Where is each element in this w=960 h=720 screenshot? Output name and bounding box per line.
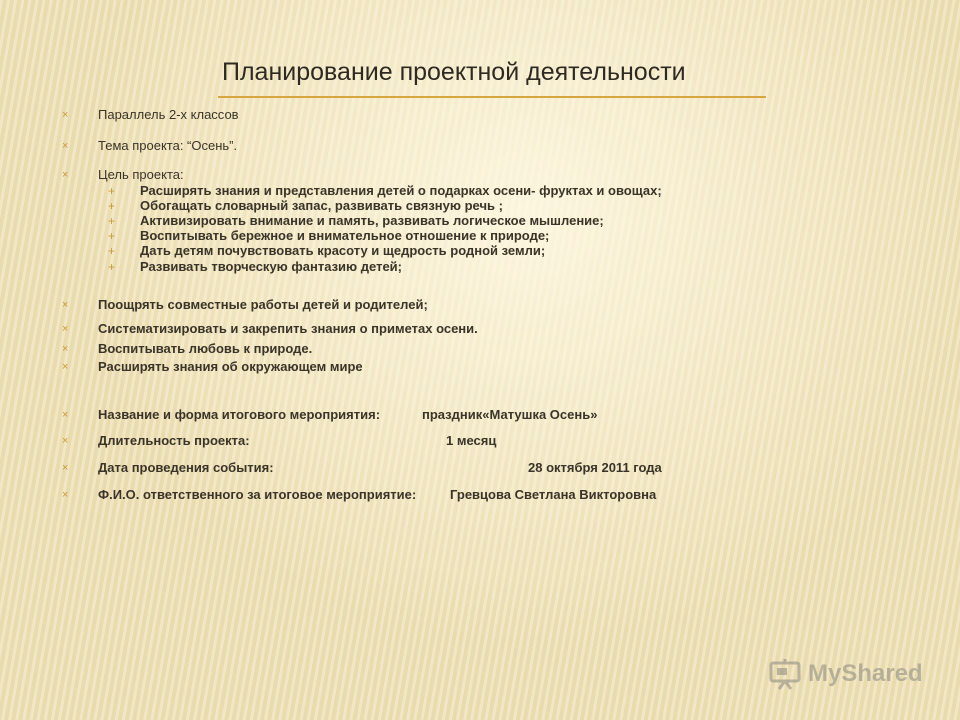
goal-sub-text: Развивать творческую фантазию детей;: [140, 259, 402, 274]
plus-bullet-icon: +: [108, 214, 116, 228]
x-bullet-icon: ×: [62, 489, 69, 501]
x-bullet-icon: ×: [62, 140, 69, 152]
list-item-text: Параллель 2-х классов: [98, 107, 239, 122]
list-item-text: Тема проекта: “Осень”.: [98, 138, 238, 153]
x-bullet-icon: ×: [62, 169, 69, 181]
detail-value: 1 месяц: [446, 433, 497, 448]
x-bullet-icon: ×: [62, 109, 69, 121]
title-underline: [218, 96, 766, 98]
x-bullet-icon: ×: [62, 409, 69, 421]
detail-duration: [62, 432, 662, 450]
detail-responsible: [62, 486, 702, 504]
list-item-text: Цель проекта:: [98, 167, 184, 182]
x-bullet-icon: ×: [62, 361, 69, 373]
detail-value: праздник«Матушка Осень»: [422, 407, 598, 422]
x-bullet-icon: ×: [62, 462, 69, 474]
plus-bullet-icon: +: [108, 260, 116, 274]
x-bullet-icon: ×: [62, 299, 69, 311]
myshared-watermark: [768, 654, 923, 694]
plus-bullet-icon: +: [108, 229, 116, 243]
goal-sub-text: Расширять знания и представления детей о подарках осени- фруктах и овощах;: [140, 183, 662, 198]
list-item-text: Расширять знания об окружающем мире: [98, 359, 363, 374]
detail-label: Название и форма итогового мероприятия:: [98, 407, 381, 422]
goal-sub-text: Дать детям почувствовать красоту и щедрость родной земли;: [140, 243, 546, 258]
detail-label: Ф.И.О. ответственного за итоговое мероприятие:: [98, 487, 417, 502]
x-bullet-icon: ×: [62, 435, 69, 447]
detail-label: Длительность проекта:: [98, 433, 250, 448]
detail-value: 28 октября 2011 года: [528, 460, 662, 475]
x-bullet-icon: ×: [62, 323, 69, 335]
plus-bullet-icon: +: [108, 184, 116, 198]
detail-date: [62, 459, 702, 477]
list-item-text: Систематизировать и закрепить знания о приметах осени.: [98, 321, 478, 336]
plus-bullet-icon: +: [108, 199, 116, 213]
projector-screen-icon: [768, 657, 802, 691]
plus-bullet-icon: +: [108, 244, 116, 258]
goal-sub-text: Активизировать внимание и память, развивать логическое мышление;: [140, 213, 604, 228]
watermark-text: MyShared: [808, 660, 923, 687]
goal-sub-text: Воспитывать бережное и внимательное отношение к природе;: [140, 228, 550, 243]
slide-title: Планирование проектной деятельности: [222, 58, 686, 86]
detail-value: Гревцова Светлана Викторовна: [450, 487, 657, 502]
list-item-text: Поощрять совместные работы детей и родителей;: [98, 297, 428, 312]
list-item-text: Воспитывать любовь к природе.: [98, 341, 313, 356]
detail-label: Дата проведения события:: [98, 460, 274, 475]
x-bullet-icon: ×: [62, 343, 69, 355]
detail-event: [62, 406, 662, 424]
goal-sub-text: Обогащать словарный запас, развивать связную речь ;: [140, 198, 503, 213]
